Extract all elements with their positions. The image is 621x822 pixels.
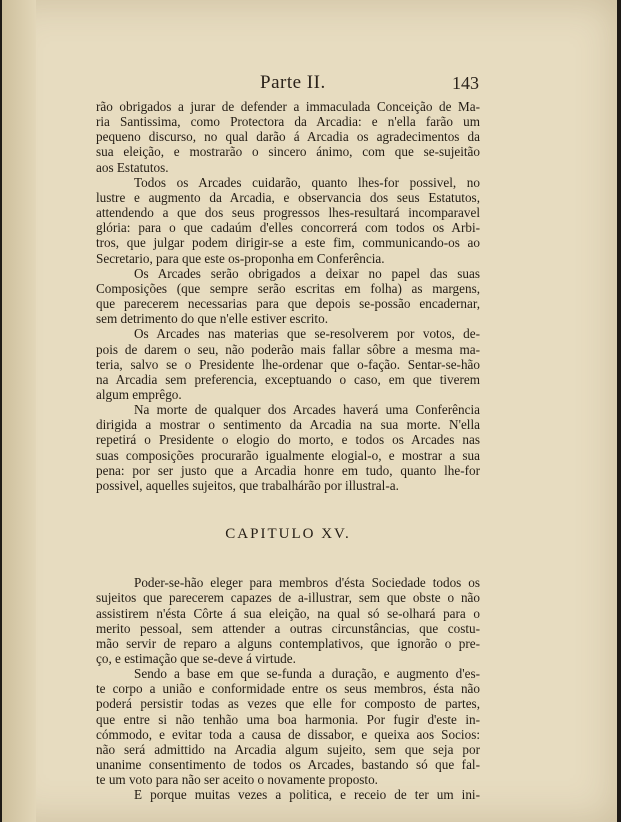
paragraph <box>96 326 480 402</box>
body-text <box>96 99 480 803</box>
paragraph <box>96 99 480 175</box>
text-line: não será admittido na Arcadia algum sujeito, sem que seja por <box>96 741 480 757</box>
text-line: Secretario, para que este os-proponha em Conferência. <box>96 250 385 266</box>
text-line: dirigida a mostrar o sentimento da Arcadia na sua morte. N'ella <box>96 417 480 433</box>
text-line: Todos os Arcades cuidarão, quanto lhes-for possivel, no <box>134 174 480 190</box>
text-line: glória: para o que cadaúm d'elles concorrerá com todos os Arbi- <box>96 220 480 236</box>
page-number: 143 <box>452 73 479 93</box>
text-line: teria, salvo se o Presidente lhe-ordenar que o-fação. Sentar-se-hão <box>96 356 480 372</box>
text-line: Poder-se-hão eleger para membros d'ésta Sociedade todos os <box>134 575 480 591</box>
text-line: Sendo a base em que se-funda a duração, e augmento d'es- <box>134 666 480 682</box>
text-line: mão servir de reparo a alguns contemplativos, que ignorão o pre- <box>96 635 480 651</box>
text-line: Na morte de qualquer dos Arcades haverá uma Conferência <box>134 402 480 418</box>
text-line: pequeno discurso, no qual darão á Arcadia os agradecimentos da <box>96 129 480 145</box>
text-line: repetirá o Presidente o elogio do morto, e todos os Arcades nas <box>96 432 480 448</box>
paragraph <box>96 666 480 787</box>
text-line: assistirem n'ésta Côrte á sua eleição, na qual só se-olhará para o <box>96 605 480 621</box>
text-line: te um voto para não ser aceito o novamente proposto. <box>96 772 378 788</box>
paragraph <box>96 266 480 327</box>
text-line: sua eleição, e mostrarão o sincero ánimo, com que se-sujeitão <box>96 144 480 160</box>
book-page <box>2 0 617 822</box>
paragraph <box>96 575 480 666</box>
text-line: attendendo a que dos seus progressos lhes-resultará incomparavel <box>96 205 480 221</box>
text-line: pois de darem o seu, não poderão mais fallar sôbre a mesma ma- <box>96 341 480 357</box>
text-line: sujeitos que parecerem capazes de a-illustrar, sem que obste o não <box>96 590 480 606</box>
text-line: suas composições procurarão igualmente elogial-o, e mostrar a sua <box>96 447 480 463</box>
text-line: E porque muitas vezes a politica, e receio de ter um ini- <box>134 787 480 803</box>
text-line: lustre e augmento da Arcadia, e observancia dos seus Estatutos, <box>96 189 480 205</box>
text-line: merito pessoal, sem attender a outras circunstâncias, que costu- <box>96 620 480 636</box>
text-line: ria Santissima, como Protectora da Arcadia: e n'ella farão um <box>96 114 480 130</box>
text-line: cómmodo, e evitar toda a causa de dissabor, e queixa aos Socios: <box>96 726 480 742</box>
text-line: que parecerem necessarias para que depois se-possão encadernar, <box>96 296 480 312</box>
text-line: te corpo a união e conformidade entre os seus membros, ésta não <box>96 681 480 697</box>
page-header <box>2 72 617 96</box>
paragraphs-before-chapter <box>96 99 480 493</box>
page-gutter <box>2 0 36 822</box>
paragraph <box>96 175 480 266</box>
text-line: Os Arcades nas materias que se-resolverem por votos, de- <box>134 326 480 342</box>
paragraph <box>96 787 480 802</box>
text-line: possivel, aquelles sujeitos, que trabalhárão por illustral-a. <box>96 477 399 493</box>
paragraph <box>96 402 480 493</box>
running-title: Parte II. <box>260 72 326 93</box>
text-line: que entre si não tenhão uma boa harmonia. Por fugir d'este in- <box>96 711 480 727</box>
text-line: aos Estatutos. <box>96 159 169 175</box>
text-line: Os Arcades serão obrigados a deixar no papel das suas <box>134 265 480 281</box>
text-line: rão obrigados a jurar de defender a immaculada Conceição de Ma- <box>96 99 480 114</box>
text-line: pena: por ser justo que a Arcadia honre em tudo, quanto lhe-for <box>96 462 480 478</box>
paragraphs-after-chapter <box>96 575 480 802</box>
text-line: na Arcadia sem preferencia, exceptuando o caso, em que tiverem <box>96 371 480 387</box>
text-line: Composições (que sempre serão escritas em folha) as margens, <box>96 280 480 296</box>
text-line: algum emprêgo. <box>96 386 182 402</box>
text-line: ço, e estimação que se-deve á virtude. <box>96 651 296 666</box>
text-line: tros, que julgar podem dirigir-se a este fim, communicando-os ao <box>96 235 480 251</box>
text-line: sem detrimento do que n'elle estiver escrito. <box>96 311 328 327</box>
text-line: poderá persistir todas as vezes que elle for composto de partes, <box>96 696 480 712</box>
chapter-heading: CAPITULO XV. <box>225 526 351 543</box>
text-line: unanime consentimento de todos os Arcades, bastando só que fal- <box>96 757 480 773</box>
